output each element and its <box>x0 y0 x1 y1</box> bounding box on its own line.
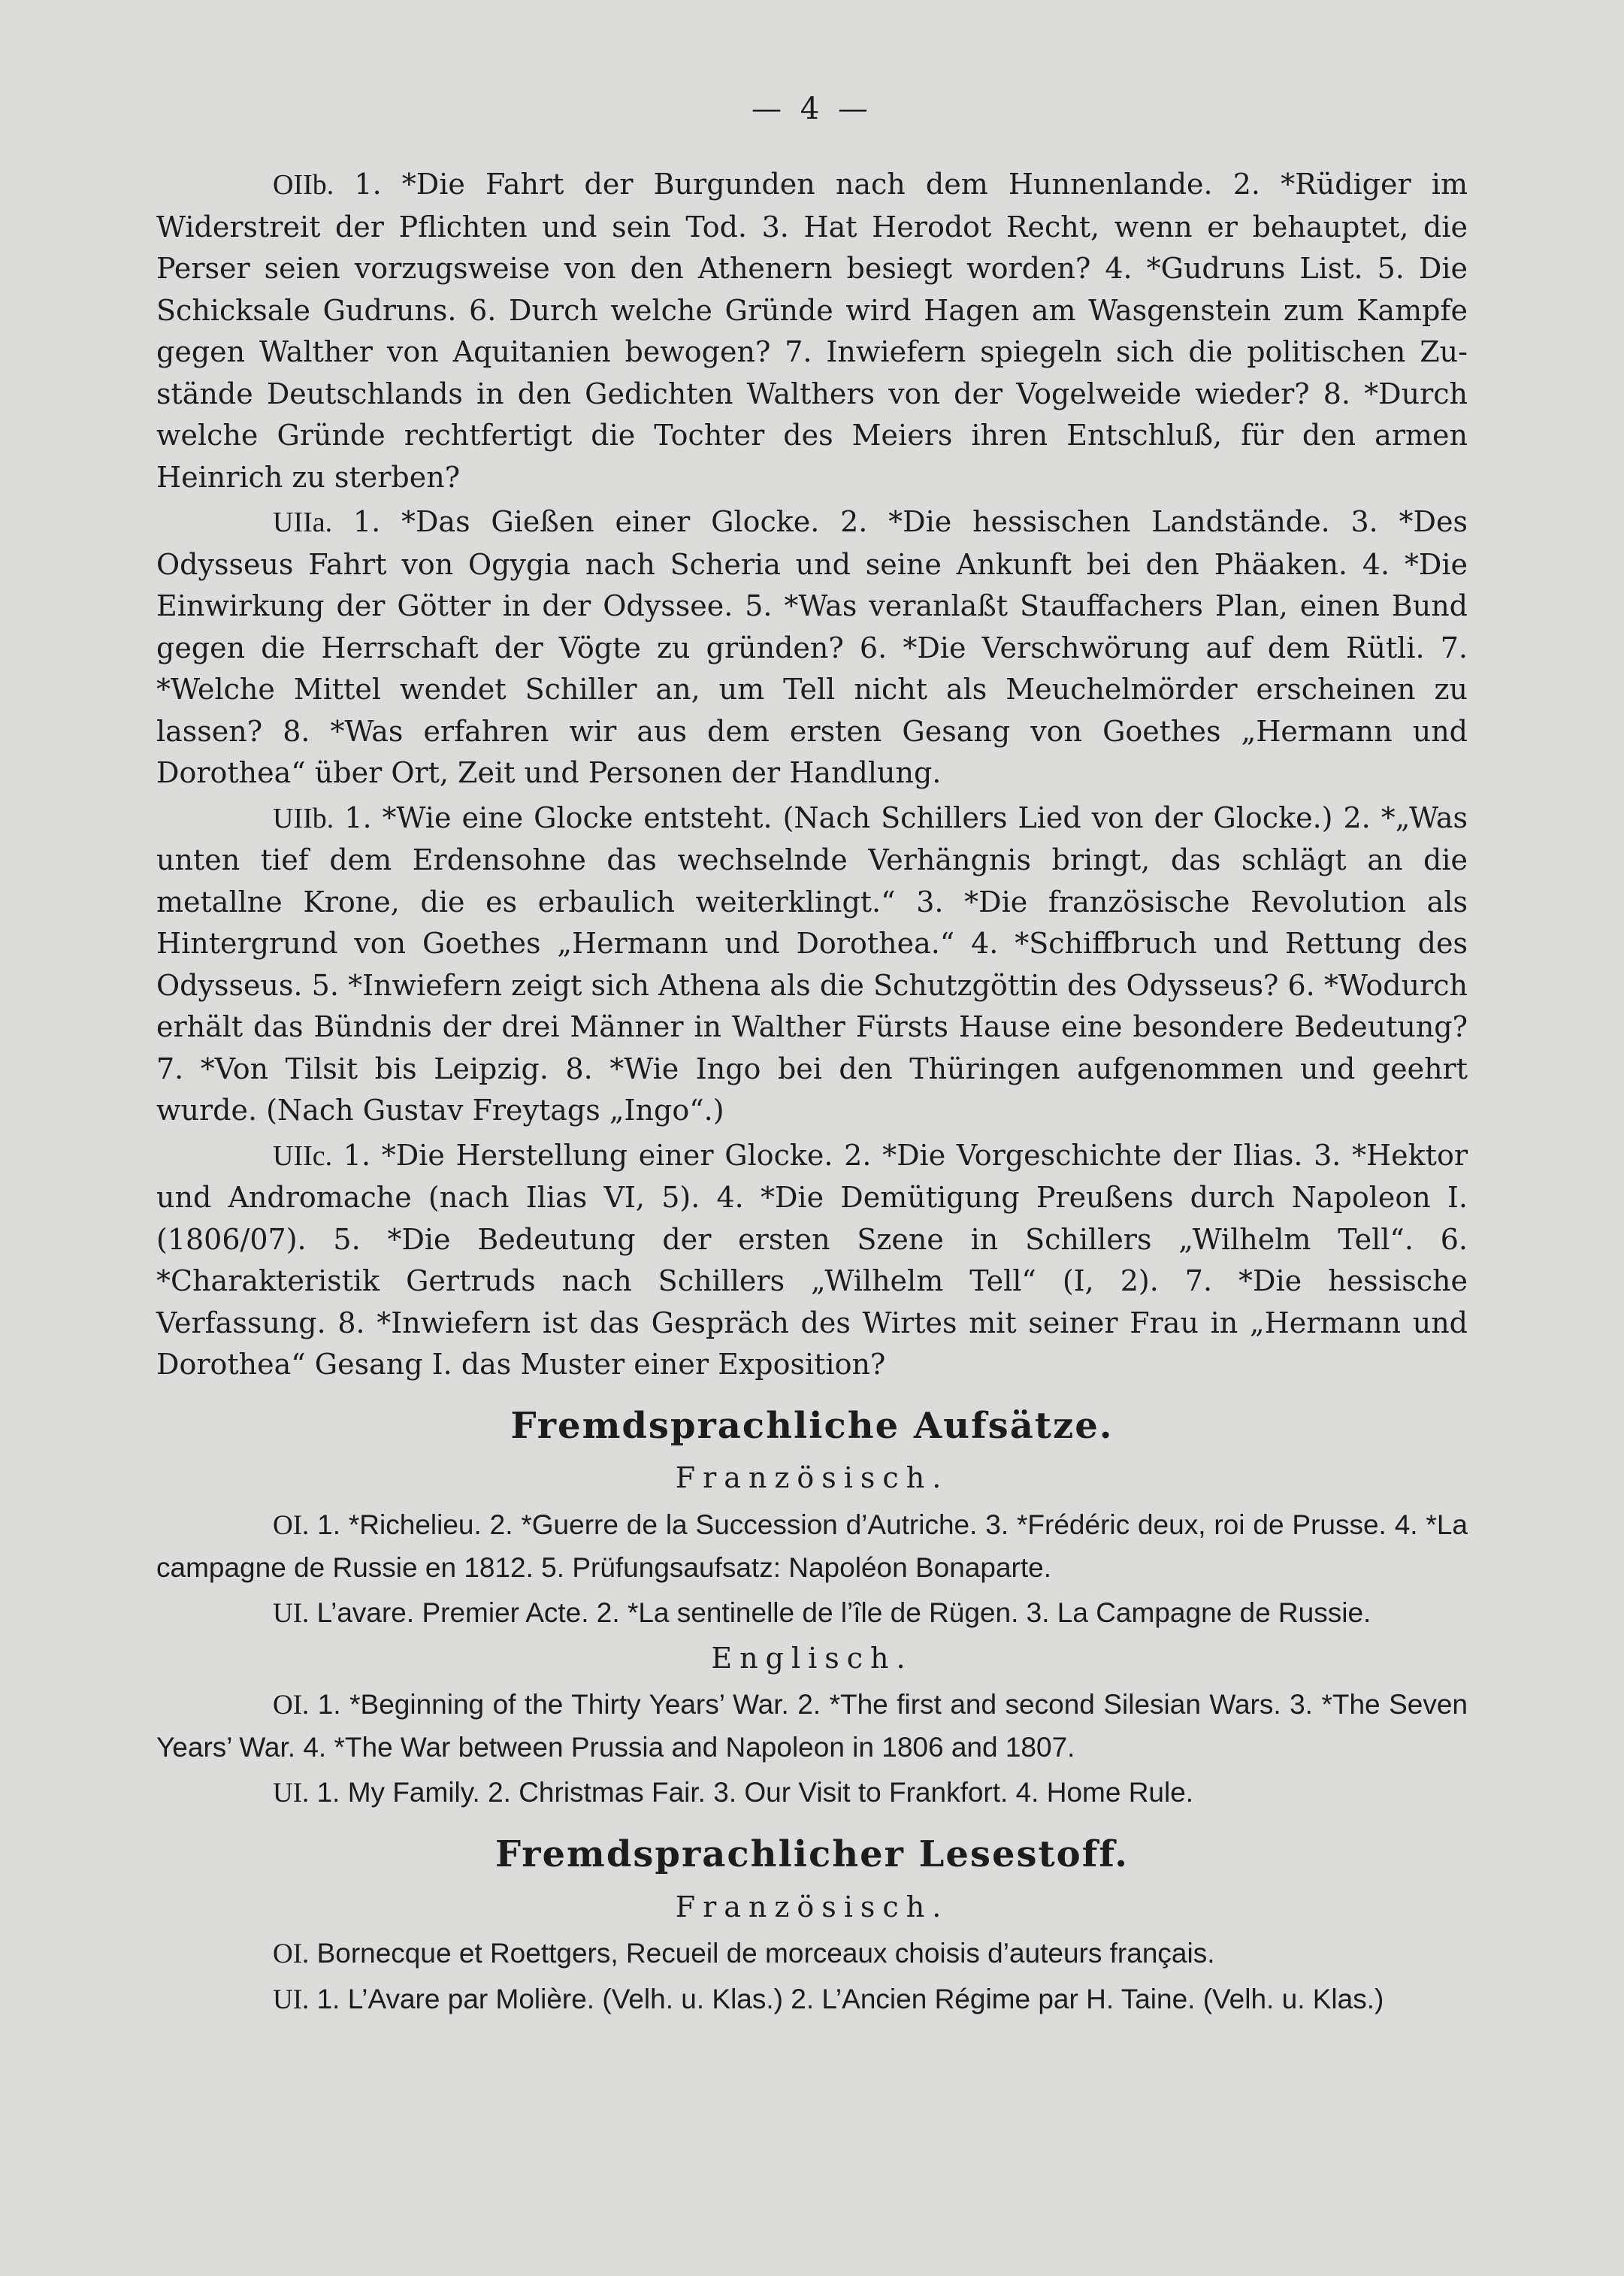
essay-list-oiib <box>156 164 1468 498</box>
subheading-french-reading: Französisch. <box>675 1890 949 1923</box>
french-reading-ui <box>156 1978 1468 2021</box>
french-essays-ui <box>156 1592 1468 1635</box>
class-label: UI. <box>273 1778 310 1808</box>
essay-topics: 1. *Die Fahrt der Burgunden nach dem Hunnenlande. 2. *Rüdiger im Widerstreit der Pflichten und sein Tod. 3. Hat Herodot Recht, wenn er behauptet, die Perser seien vorzugsweise von den Athenern besiegt worden? 4. *Gudruns List. 5. Die Schicksale Gudruns. 6. Durch welche Gründe wird Hagen am Wasgenstein zum Kampfe gegen Walther von Aquitanien bewogen? 7. Inwiefern spiegeln sich die politischen Zustände Deutschlands in den Gedichten Walthers von der Vogelweide wieder? 8. *Durch welche Gründe rechtfertigt die Tochter des Meiers ihren Entschluß, für den armen Heinrich zu sterben? <box>156 168 1468 494</box>
class-label: OI. <box>273 1939 310 1969</box>
subheading-french-essays: Französisch. <box>675 1461 949 1494</box>
english-essays-oi <box>156 1684 1468 1769</box>
essay-topics: L’avare. Premier Acte. 2. *La sentinelle de l’île de Rügen. 3. La Campagne de Russie. <box>316 1597 1371 1628</box>
class-label: UI. <box>273 1597 310 1629</box>
reading-list: 1. L’Avare par Molière. (Velh. u. Klas.) 2. L’Ancien Régime par H. Taine. (Velh. u. Klas.) <box>316 1984 1384 2014</box>
class-label: UI. <box>273 1984 310 2015</box>
essay-list-uiic <box>156 1135 1468 1386</box>
english-essays-ui <box>156 1772 1468 1814</box>
essay-topics: 1. *Die Herstellung einer Glocke. 2. *Die Vorgeschichte der Ilias. 3. *Hektor und Andromache (nach Ilias VI, 5). 4. *Die Demütigung Preußens durch Napoleon I. (1806/07). 5. *Die Bedeutung der ersten Szene in Schillers „Wilhelm Tell“. 6. *Charakteristik Gertruds nach Schillers „Wilhelm Tell“ (I, 2). 7. *Die hessische Verfassung. 8. *Inwiefern ist das Gespräch des Wirtes mit seiner Frau in „Hermann und Dorothea“ Gesang I. das Muster einer Exposition? <box>156 1138 1468 1381</box>
class-label: OI. <box>273 1509 310 1541</box>
essay-topics: 1. *Das Gießen einer Glocke. 2. *Die hessischen Landstände. 3. *Des Odysseus Fahrt von Ogygia nach Scheria und seine Ankunft bei den Phäaken. 4. *Die Einwirkung der Götter in der Odyssee. 5. *Was veranlaßt Stauffachers Plan, einen Bund gegen die Herrschaft der Vögte zu gründen? 6. *Die Verschwörung auf dem Rütli. 7. *Welche Mittel wendet Schiller an, um Tell nicht als Meuchelmörder erscheinen zu lassen? 8. *Was erfahren wir aus dem ersten Gesang von Goethes „Hermann und Dorothea“ über Ort, Zeit und Personen der Handlung. <box>156 505 1468 789</box>
class-label: UIIa. <box>273 507 333 538</box>
essay-list-uiib <box>156 798 1468 1132</box>
class-label: UIIc. <box>273 1140 333 1172</box>
essay-list-uiia <box>156 501 1468 794</box>
essay-topics: 1. My Family. 2. Christmas Fair. 3. Our Visit to Frankfort. 4. Home Rule. <box>316 1777 1194 1808</box>
page-content <box>156 164 1468 2024</box>
essay-topics: 1. *Richelieu. 2. *Guerre de la Succession d’Autriche. 3. *Frédéric deux, roi de Prusse. 4. *La campagne de Russie en 1812. 5. Prüfungsaufsatz: Napoléon Bonaparte. <box>156 1509 1468 1583</box>
class-label: OIIb. <box>273 169 334 201</box>
class-label: OI. <box>273 1690 310 1721</box>
french-essays-oi <box>156 1504 1468 1589</box>
subheading-english-essays: Englisch. <box>711 1641 913 1675</box>
french-reading-oi <box>156 1932 1468 1975</box>
section-heading-foreign-reading: Fremdsprachlicher Lesestoff. <box>494 1833 1129 1875</box>
essay-topics: 1. *Beginning of the Thirty Years’ War. 2. *The first and second Silesian Wars. 3. *The Seven Years’ War. 4. *The War between Prussia and Napoleon in 1806 and 1807. <box>156 1689 1468 1763</box>
class-label: UIIb. <box>273 802 334 834</box>
section-heading-foreign-essays: Fremdsprachliche Aufsätze. <box>510 1404 1114 1447</box>
reading-list: Bornecque et Roettgers, Recueil de morceaux choisis d’auteurs français. <box>316 1938 1215 1969</box>
page-number: — 4 — <box>752 92 872 126</box>
essay-topics: 1. *Wie eine Glocke entsteht. (Nach Schillers Lied von der Glocke.) 2. *„Was unten tief dem Erdensohne das wechselnde Verhängnis bringt, das schlägt an die metallne Krone, die es erbaulich weiterklingt.“ 3. *Die französische Revolution als Hintergrund von Goethes „Hermann und Dorothea.“ 4. *Schiffbruch und Rettung des Odysseus. 5. *Inwiefern zeigt sich Athena als die Schutzgöttin des Odysseus? 6. *Wodurch erhält das Bündnis der drei Männer in Walther Fürsts Hause eine besondere Bedeutung? 7. *Von Tilsit bis Leipzig. 8. *Wie Ingo bei den Thüringen aufgenommen und geehrt wurde. (Nach Gustav Freytags „Ingo“.) <box>156 801 1468 1127</box>
